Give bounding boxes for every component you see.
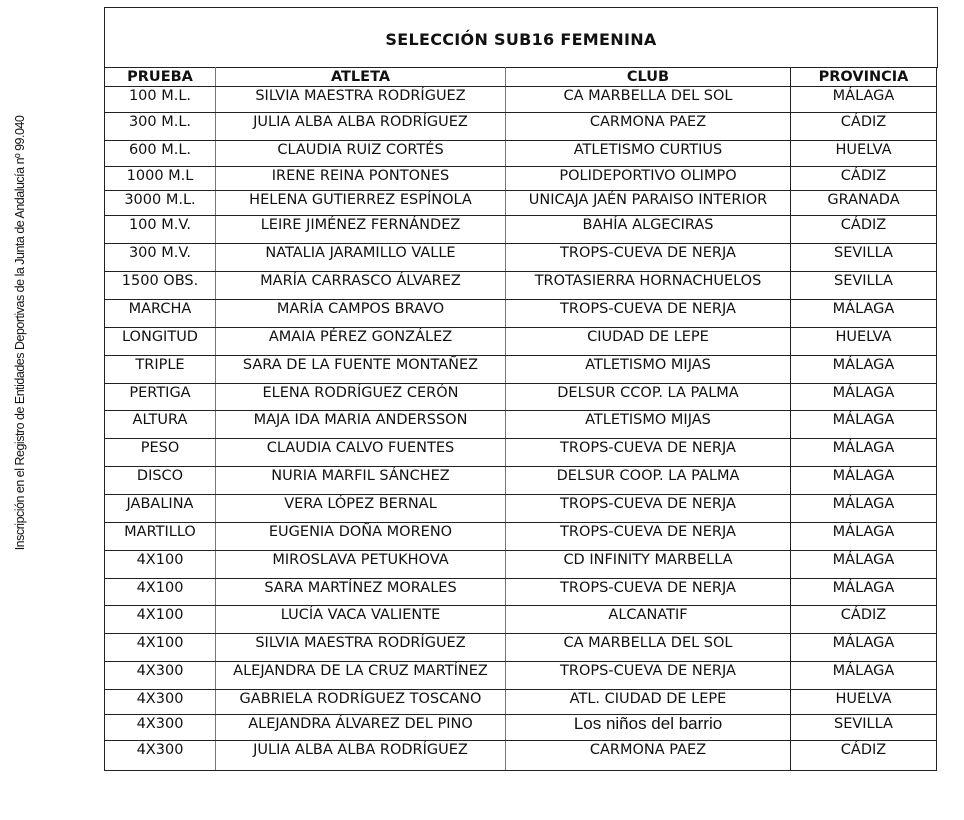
cell-atleta: SILVIA MAESTRA RODRÍGUEZ	[216, 634, 506, 662]
cell-provincia: HUELVA	[791, 690, 937, 715]
cell-prueba: PERTIGA	[105, 384, 216, 411]
cell-prueba: 100 M.L.	[105, 87, 216, 113]
cell-club: CARMONA PAEZ	[506, 741, 791, 771]
cell-club: BAHÍA ALGECIRAS	[506, 216, 791, 244]
cell-atleta: ALEJANDRA ÁLVAREZ DEL PINO	[216, 715, 506, 741]
cell-prueba: LONGITUD	[105, 328, 216, 356]
table-header-row	[105, 68, 937, 87]
cell-provincia: CÁDIZ	[791, 216, 937, 244]
table-row	[105, 328, 937, 356]
cell-atleta: LEIRE JIMÉNEZ FERNÁNDEZ	[216, 216, 506, 244]
cell-provincia: SEVILLA	[791, 272, 937, 300]
cell-atleta: SARA DE LA FUENTE MONTAÑEZ	[216, 356, 506, 384]
cell-prueba: 300 M.L.	[105, 113, 216, 141]
cell-provincia: MÁLAGA	[791, 579, 937, 606]
cell-prueba: ALTURA	[105, 411, 216, 439]
cell-club: CA MARBELLA DEL SOL	[506, 87, 791, 113]
cell-club: TROPS-CUEVA DE NERJA	[506, 523, 791, 551]
cell-prueba: 1000 M.L	[105, 167, 216, 191]
cell-provincia: MÁLAGA	[791, 356, 937, 384]
cell-club: Los niños del barrio	[506, 715, 791, 741]
cell-atleta: IRENE REINA PONTONES	[216, 167, 506, 191]
cell-prueba: 4X300	[105, 662, 216, 690]
cell-club: UNICAJA JAÉN PARAISO INTERIOR	[506, 191, 791, 216]
table-row	[105, 244, 937, 272]
table-row	[105, 439, 937, 467]
table-row	[105, 384, 937, 411]
page-title: SELECCIÓN SUB16 FEMENINA	[385, 30, 657, 49]
cell-provincia: MÁLAGA	[791, 467, 937, 495]
selection-table	[104, 67, 937, 771]
cell-club: CARMONA PAEZ	[506, 113, 791, 141]
table-row	[105, 662, 937, 690]
table-row	[105, 300, 937, 328]
cell-atleta: GABRIELA RODRÍGUEZ TOSCANO	[216, 690, 506, 715]
cell-club: ATL. CIUDAD DE LEPE	[506, 690, 791, 715]
table-row	[105, 741, 937, 771]
cell-atleta: MARÍA CARRASCO ÁLVAREZ	[216, 272, 506, 300]
table-row	[105, 87, 937, 113]
cell-prueba: 3000 M.L.	[105, 191, 216, 216]
table-body	[105, 87, 937, 771]
cell-atleta: HELENA GUTIERREZ ESPÍNOLA	[216, 191, 506, 216]
cell-club: ATLETISMO MIJAS	[506, 411, 791, 439]
cell-atleta: SARA MARTÍNEZ MORALES	[216, 579, 506, 606]
cell-club: TROPS-CUEVA DE NERJA	[506, 300, 791, 328]
cell-prueba: 4X300	[105, 690, 216, 715]
cell-prueba: 4X100	[105, 551, 216, 579]
header-atleta: ATLETA	[216, 68, 506, 87]
cell-prueba: 4X100	[105, 606, 216, 634]
cell-provincia: SEVILLA	[791, 715, 937, 741]
header-prueba: PRUEBA	[105, 68, 216, 87]
title-box	[104, 7, 938, 68]
cell-club: CA MARBELLA DEL SOL	[506, 634, 791, 662]
cell-club: POLIDEPORTIVO OLIMPO	[506, 167, 791, 191]
cell-club: TROPS-CUEVA DE NERJA	[506, 244, 791, 272]
cell-atleta: MAJA IDA MARIA ANDERSSON	[216, 411, 506, 439]
cell-provincia: HUELVA	[791, 141, 937, 167]
table-row	[105, 216, 937, 244]
cell-atleta: MIROSLAVA PETUKHOVA	[216, 551, 506, 579]
cell-provincia: MÁLAGA	[791, 662, 937, 690]
cell-prueba: 4X300	[105, 715, 216, 741]
cell-prueba: 4X100	[105, 579, 216, 606]
cell-prueba: JABALINA	[105, 495, 216, 523]
table-row	[105, 113, 937, 141]
cell-provincia: MÁLAGA	[791, 300, 937, 328]
cell-provincia: CÁDIZ	[791, 113, 937, 141]
table-row	[105, 551, 937, 579]
cell-atleta: AMAIA PÉREZ GONZÁLEZ	[216, 328, 506, 356]
cell-provincia: SEVILLA	[791, 244, 937, 272]
cell-atleta: CLAUDIA RUIZ CORTÉS	[216, 141, 506, 167]
cell-provincia: CÁDIZ	[791, 606, 937, 634]
cell-club: ALCANATIF	[506, 606, 791, 634]
cell-club: CIUDAD DE LEPE	[506, 328, 791, 356]
cell-provincia: HUELVA	[791, 328, 937, 356]
table-row	[105, 167, 937, 191]
header-club: CLUB	[506, 68, 791, 87]
cell-provincia: MÁLAGA	[791, 384, 937, 411]
table-row	[105, 495, 937, 523]
cell-prueba: 4X100	[105, 634, 216, 662]
table-row	[105, 715, 937, 741]
cell-prueba: MARTILLO	[105, 523, 216, 551]
table-row	[105, 411, 937, 439]
cell-atleta: ALEJANDRA DE LA CRUZ MARTÍNEZ	[216, 662, 506, 690]
cell-atleta: CLAUDIA CALVO FUENTES	[216, 439, 506, 467]
table-row	[105, 634, 937, 662]
cell-club: ATLETISMO MIJAS	[506, 356, 791, 384]
cell-prueba: 1500 OBS.	[105, 272, 216, 300]
cell-atleta: EUGENIA DOÑA MORENO	[216, 523, 506, 551]
cell-provincia: GRANADA	[791, 191, 937, 216]
cell-provincia: MÁLAGA	[791, 87, 937, 113]
cell-prueba: TRIPLE	[105, 356, 216, 384]
cell-prueba: 600 M.L.	[105, 141, 216, 167]
cell-club: TROPS-CUEVA DE NERJA	[506, 439, 791, 467]
cell-club: TROPS-CUEVA DE NERJA	[506, 495, 791, 523]
cell-atleta: JULIA ALBA ALBA RODRÍGUEZ	[216, 741, 506, 771]
cell-club: DELSUR CCOP. LA PALMA	[506, 384, 791, 411]
cell-atleta: SILVIA MAESTRA RODRÍGUEZ	[216, 87, 506, 113]
table-row	[105, 191, 937, 216]
table-row	[105, 690, 937, 715]
cell-prueba: 100 M.V.	[105, 216, 216, 244]
cell-prueba: PESO	[105, 439, 216, 467]
header-provincia: PROVINCIA	[791, 68, 937, 87]
cell-provincia: CÁDIZ	[791, 741, 937, 771]
table-row	[105, 606, 937, 634]
cell-provincia: CÁDIZ	[791, 167, 937, 191]
cell-atleta: VERA LÓPEZ BERNAL	[216, 495, 506, 523]
cell-club: TROTASIERRA HORNACHUELOS	[506, 272, 791, 300]
table-row	[105, 356, 937, 384]
cell-atleta: JULIA ALBA ALBA RODRÍGUEZ	[216, 113, 506, 141]
cell-prueba: 300 M.V.	[105, 244, 216, 272]
table-row	[105, 467, 937, 495]
cell-provincia: MÁLAGA	[791, 551, 937, 579]
cell-provincia: MÁLAGA	[791, 495, 937, 523]
cell-atleta: ELENA RODRÍGUEZ CERÓN	[216, 384, 506, 411]
cell-provincia: MÁLAGA	[791, 523, 937, 551]
table-row	[105, 523, 937, 551]
cell-atleta: NURIA MARFIL SÁNCHEZ	[216, 467, 506, 495]
cell-provincia: MÁLAGA	[791, 439, 937, 467]
cell-prueba: MARCHA	[105, 300, 216, 328]
cell-club: TROPS-CUEVA DE NERJA	[506, 579, 791, 606]
cell-club: CD INFINITY MARBELLA	[506, 551, 791, 579]
table-row	[105, 272, 937, 300]
table-row	[105, 141, 937, 167]
cell-atleta: LUCÍA VACA VALIENTE	[216, 606, 506, 634]
cell-atleta: MARÍA CAMPOS BRAVO	[216, 300, 506, 328]
cell-provincia: MÁLAGA	[791, 411, 937, 439]
table-row	[105, 579, 937, 606]
cell-club: DELSUR COOP. LA PALMA	[506, 467, 791, 495]
registry-note-text: Inscripción en el Registro de Entidades Deportivas de la Junta de Andalucía nº 99.040	[13, 115, 27, 551]
cell-club: TROPS-CUEVA DE NERJA	[506, 662, 791, 690]
cell-atleta: NATALIA JARAMILLO VALLE	[216, 244, 506, 272]
cell-prueba: 4X300	[105, 741, 216, 771]
cell-club: ATLETISMO CURTIUS	[506, 141, 791, 167]
cell-provincia: MÁLAGA	[791, 634, 937, 662]
cell-prueba: DISCO	[105, 467, 216, 495]
